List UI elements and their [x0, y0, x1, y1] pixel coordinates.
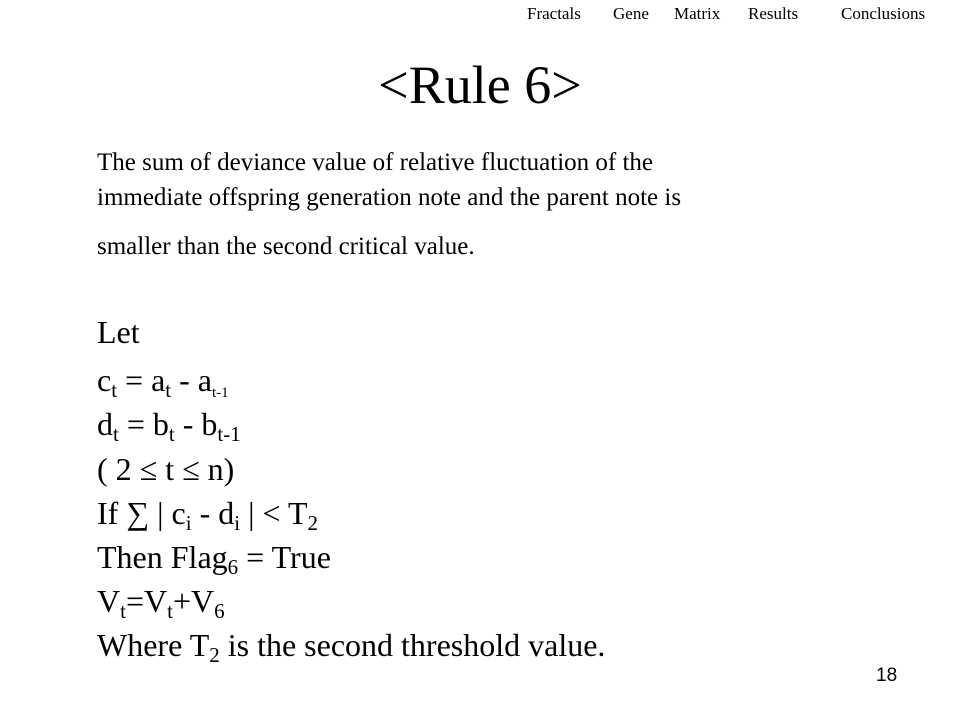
formula-d-definition: $d_t = b_t - b_{t-1}$	[97, 406, 241, 446]
description-line-2: immediate offspring generation note and the parent note is	[97, 184, 682, 211]
description-line-1: The sum of deviance value of relative fluctuation of the	[97, 149, 654, 176]
formula-v-update: $V_t=V_t+V_6$	[97, 583, 225, 623]
formula-where-definition: Where $T_2$ is the second threshold value.	[97, 627, 606, 667]
formula-then-flag: Then Flag$_6$ = True	[97, 539, 331, 579]
nav-matrix[interactable]: Matrix	[674, 4, 721, 23]
nav-results[interactable]: Results	[748, 4, 799, 23]
slide-title: <Rule 6>	[378, 55, 582, 115]
formula-let: Let	[97, 314, 140, 350]
description-line-3: smaller than the second critical value.	[97, 233, 475, 260]
nav-fractals[interactable]: Fractals	[527, 4, 581, 23]
formula-if-condition: If ∑ | $c_i - d_i$ | < $T_2$	[97, 495, 318, 535]
formula-c-definition: $c_t = a_t - a_{t-1}$	[97, 362, 229, 402]
page-number: 18	[876, 665, 898, 686]
formula-range: ( 2 ≤ t ≤ n)	[97, 451, 235, 487]
nav-conclusions[interactable]: Conclusions	[841, 4, 926, 23]
nav-gene[interactable]: Gene	[613, 4, 649, 23]
